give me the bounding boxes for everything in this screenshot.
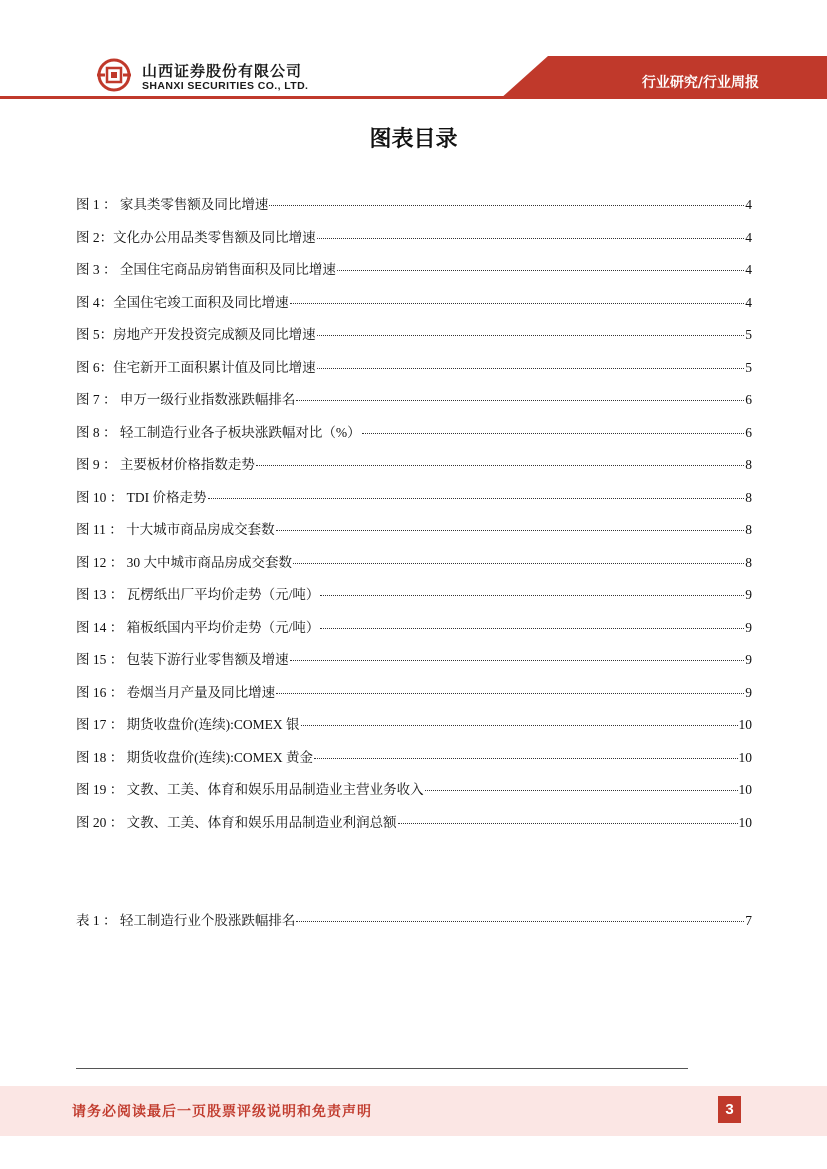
toc-entry[interactable] [76,226,752,259]
toc-entry[interactable] [76,258,752,291]
toc-dot-leader [276,693,744,694]
toc-dot-leader [296,400,744,401]
toc-entry-label: 图 2：文化办公用品类零售额及同比增速 [76,229,316,245]
toc-entry-label: 图 14 ： 箱板纸国内平均价走势（元/吨） [76,619,320,635]
footer-divider [76,1068,688,1069]
company-name-cn: 山西证券股份有限公司 [142,62,303,80]
toc-entry-label: 图 5：房地产开发投资完成额及同比增速 [76,327,316,342]
toc-entry-page: 4 [745,294,752,310]
toc-entry[interactable] [76,453,752,486]
toc-dot-leader [425,790,738,791]
toc-entry[interactable] [76,746,752,779]
toc-dot-leader [337,270,744,271]
toc-dot-leader [208,498,745,499]
toc-dot-leader [317,238,745,239]
toc-entry[interactable] [76,551,752,584]
toc-entry[interactable] [76,909,752,942]
company-logo-icon [97,58,131,92]
toc-dot-leader [314,758,738,759]
toc-dot-leader [320,595,744,596]
toc-dot-leader [293,563,744,564]
page-title: 图表目录 [369,127,458,152]
toc-entry[interactable] [76,811,752,844]
toc-dot-leader [290,303,745,304]
toc-entry-page: 8 [745,489,752,505]
toc-entry-label: 图 8 ： 轻工制造行业各子板块涨跌幅对比（%） [76,424,361,440]
toc-entry[interactable] [76,518,752,551]
toc-entry-page: 9 [745,652,752,667]
footer-disclaimer: 请务必阅读最后一页股票评级说明和免责声明 [72,1104,372,1120]
toc-entry-label: 图 11 ： 十大城市商品房成交套数 [76,522,275,537]
figure-list [76,193,752,843]
toc-entry-page: 10 [738,782,752,797]
report-type-label: 行业研究/行业周报 [641,75,759,91]
toc-entry[interactable] [76,648,752,681]
toc-entry-label: 图 10 ： TDI 价格走势 [76,489,207,505]
toc-entry-page: 4 [745,229,752,245]
toc-entry[interactable] [76,421,752,454]
toc-entry-page: 9 [745,587,752,602]
toc-entry-page: 9 [745,619,752,635]
toc-entry-page: 10 [738,749,752,765]
toc-entry[interactable] [76,583,752,616]
toc-dot-leader [320,628,744,629]
page-header [0,0,827,110]
toc-entry-label: 图 13 ： 瓦楞纸出厂平均价走势（元/吨） [76,587,320,602]
page-number: 3 [718,1096,741,1123]
toc-entry[interactable] [76,193,752,226]
toc-entry-page: 6 [745,392,752,407]
toc-entry[interactable] [76,713,752,746]
toc-entry-page: 8 [745,554,752,570]
toc-dot-leader [301,725,738,726]
toc-entry-label: 表 1 ： 轻工制造行业个股涨跌幅排名 [76,913,296,928]
table-list [76,909,752,942]
toc-dot-leader [317,368,745,369]
toc-entry-page: 6 [745,424,752,440]
toc-entry-page: 4 [745,197,752,212]
toc-entry-page: 7 [745,913,752,928]
toc-dot-leader [276,530,745,531]
toc-dot-leader [256,465,744,466]
toc-entry-label: 图 20 ： 文教、工美、体育和娱乐用品制造业利润总额 [76,814,397,830]
toc-entry-page: 8 [745,522,752,537]
toc-entry[interactable] [76,323,752,356]
toc-dot-leader [398,823,738,824]
toc-entry-label: 图 12 ： 30 大中城市商品房成交套数 [76,554,292,570]
toc-entry-label: 图 6：住宅新开工面积累计值及同比增速 [76,359,316,375]
toc-entry[interactable] [76,291,752,324]
toc-entry-label: 图 18 ： 期货收盘价(连续):COMEX 黄金 [76,749,313,765]
toc-dot-leader [317,335,745,336]
toc-entry-label: 图 17 ： 期货收盘价(连续):COMEX 银 [76,717,300,732]
toc-entry[interactable] [76,681,752,714]
toc-dot-leader [290,660,745,661]
toc-entry-label: 图 4：全国住宅竣工面积及同比增速 [76,294,289,310]
toc-entry[interactable] [76,778,752,811]
toc-entry-page: 5 [745,359,752,375]
company-name-en: SHANXI SECURITIES CO., LTD. [142,80,309,92]
toc-entry-page: 4 [745,262,752,277]
toc-dot-leader [296,921,744,922]
toc-entry-page: 9 [745,684,752,700]
toc-entry[interactable] [76,486,752,519]
toc-entry[interactable] [76,616,752,649]
toc-entry-label: 图 15 ： 包装下游行业零售额及增速 [76,652,289,667]
toc-entry[interactable] [76,388,752,421]
toc-dot-leader [362,433,745,434]
toc-entry-label: 图 1 ： 家具类零售额及同比增速 [76,197,269,212]
toc-entry-page: 8 [745,457,752,472]
toc-entry-page: 5 [745,327,752,342]
toc-entry-page: 10 [738,814,752,830]
toc-entry-label: 图 16 ： 卷烟当月产量及同比增速 [76,684,276,700]
toc-entry[interactable] [76,356,752,389]
toc-entry-label: 图 9 ： 主要板材价格指数走势 [76,457,255,472]
toc-dot-leader [269,205,744,206]
toc-entry-label: 图 7 ： 申万一级行业指数涨跌幅排名 [76,392,296,407]
toc-entry-label: 图 3 ： 全国住宅商品房销售面积及同比增速 [76,262,336,277]
toc-entry-page: 10 [738,717,752,732]
toc-entry-label: 图 19 ： 文教、工美、体育和娱乐用品制造业主营业务收入 [76,782,424,797]
